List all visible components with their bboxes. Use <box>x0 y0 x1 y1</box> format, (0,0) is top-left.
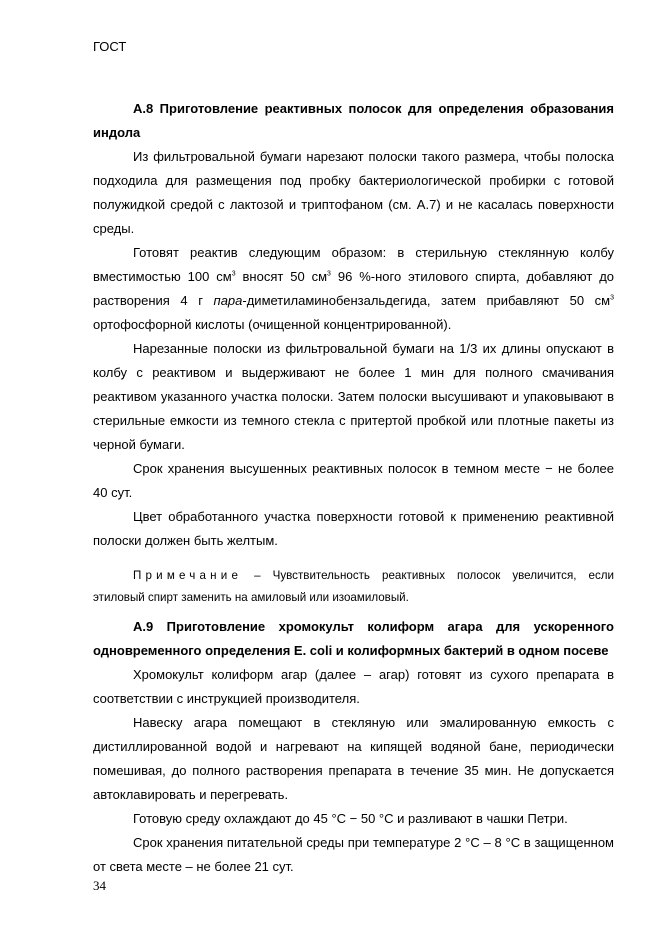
superscript-3: 3 <box>610 294 614 302</box>
paragraph-2-text-1: Готовят реактив следующим образом: в стерильную стеклянную колбу вместимостью 100 см <box>93 245 614 284</box>
section-a8-paragraph-5: Цвет обработанного участка поверхности готовой к применению реактивной полоски должен быть желтым. <box>93 509 614 548</box>
paragraph-2-text-2: вносят 50 см <box>235 269 328 284</box>
section-a8-paragraph-2 <box>93 241 614 337</box>
paragraph-2-text-5: ортофосфорной кислоты (очищенной концентрированной). <box>93 317 452 332</box>
section-a8-heading: А.8 Приготовление реактивных полосок для определения образования индола <box>93 101 614 140</box>
page-header: ГОСТ <box>93 39 127 54</box>
section-a9-paragraph-3: Готовую среду охлаждают до 45 °С − 50 °С и разливают в чашки Петри. <box>133 811 568 826</box>
section-a9-heading: А.9 Приготовление хромокульт колиформ агара для ускоренного одновременного определения E. coli и колиформных бактерий в одном посеве <box>93 619 614 658</box>
paragraph-2-text-3: 96 %-ного этилового спирта, добавляют до растворения 4 г <box>93 269 615 308</box>
section-a9-paragraph-4: Срок хранения питательной среды при температуре 2 °С – 8 °С в защищенном от света месте – не более 21 сут. <box>93 835 614 874</box>
note-label: Примечание <box>133 569 243 582</box>
section-a9-paragraph-2: Навеску агара помещают в стекляную или эмалированную емкость с дистиллированной водой и нагревают на кипящей водяной бане, периодически помешивая, до полного растворения препарата в течение 35 мин. Не допускается автоклавировать и перегревать. <box>93 715 614 802</box>
section-a8-paragraph-3: Нарезанные полоски из фильтровальной бумаги на 1/3 их длины опускают в колбу с реактивом и выдерживают не более 1 мин для полного смачивания реактивом указанного участка полоски. Затем полоски высушивают и упаковывают в стерильные емкости из темного стекла с притертой пробкой или плотные пакеты из черной бумаги. <box>93 341 614 452</box>
section-a9-paragraph-1: Хромокульт колиформ агар (далее – агар) готовят из сухого препарата в соответствии с инструкцией производителя. <box>93 667 614 706</box>
superscript-3: 3 <box>231 270 236 278</box>
section-a8-paragraph-4: Срок хранения высушенных реактивных полосок в темном месте − не более 40 сут. <box>93 461 614 500</box>
paragraph-2-text-4: -диметиламинобензальдегида, затем прибавляют 50 см <box>242 293 611 308</box>
note-text: – Чувствительность реактивных полосок увеличится, если этиловый спирт заменить на амиловый или изоамиловый. <box>93 569 614 604</box>
section-a8-paragraph-1: Из фильтровальной бумаги нарезают полоски такого размера, чтобы полоска подходила для размещения под пробку бактериологической пробирки с готовой полужидкой средой с лактозой и триптофаном (см. А.7) и не касалась поверхности среды. <box>93 149 614 236</box>
superscript-3: 3 <box>327 270 331 278</box>
page-content <box>93 97 614 879</box>
section-a8-note <box>93 565 614 609</box>
page-number: 34 <box>93 878 106 893</box>
paragraph-2-italic: пара <box>213 293 243 308</box>
